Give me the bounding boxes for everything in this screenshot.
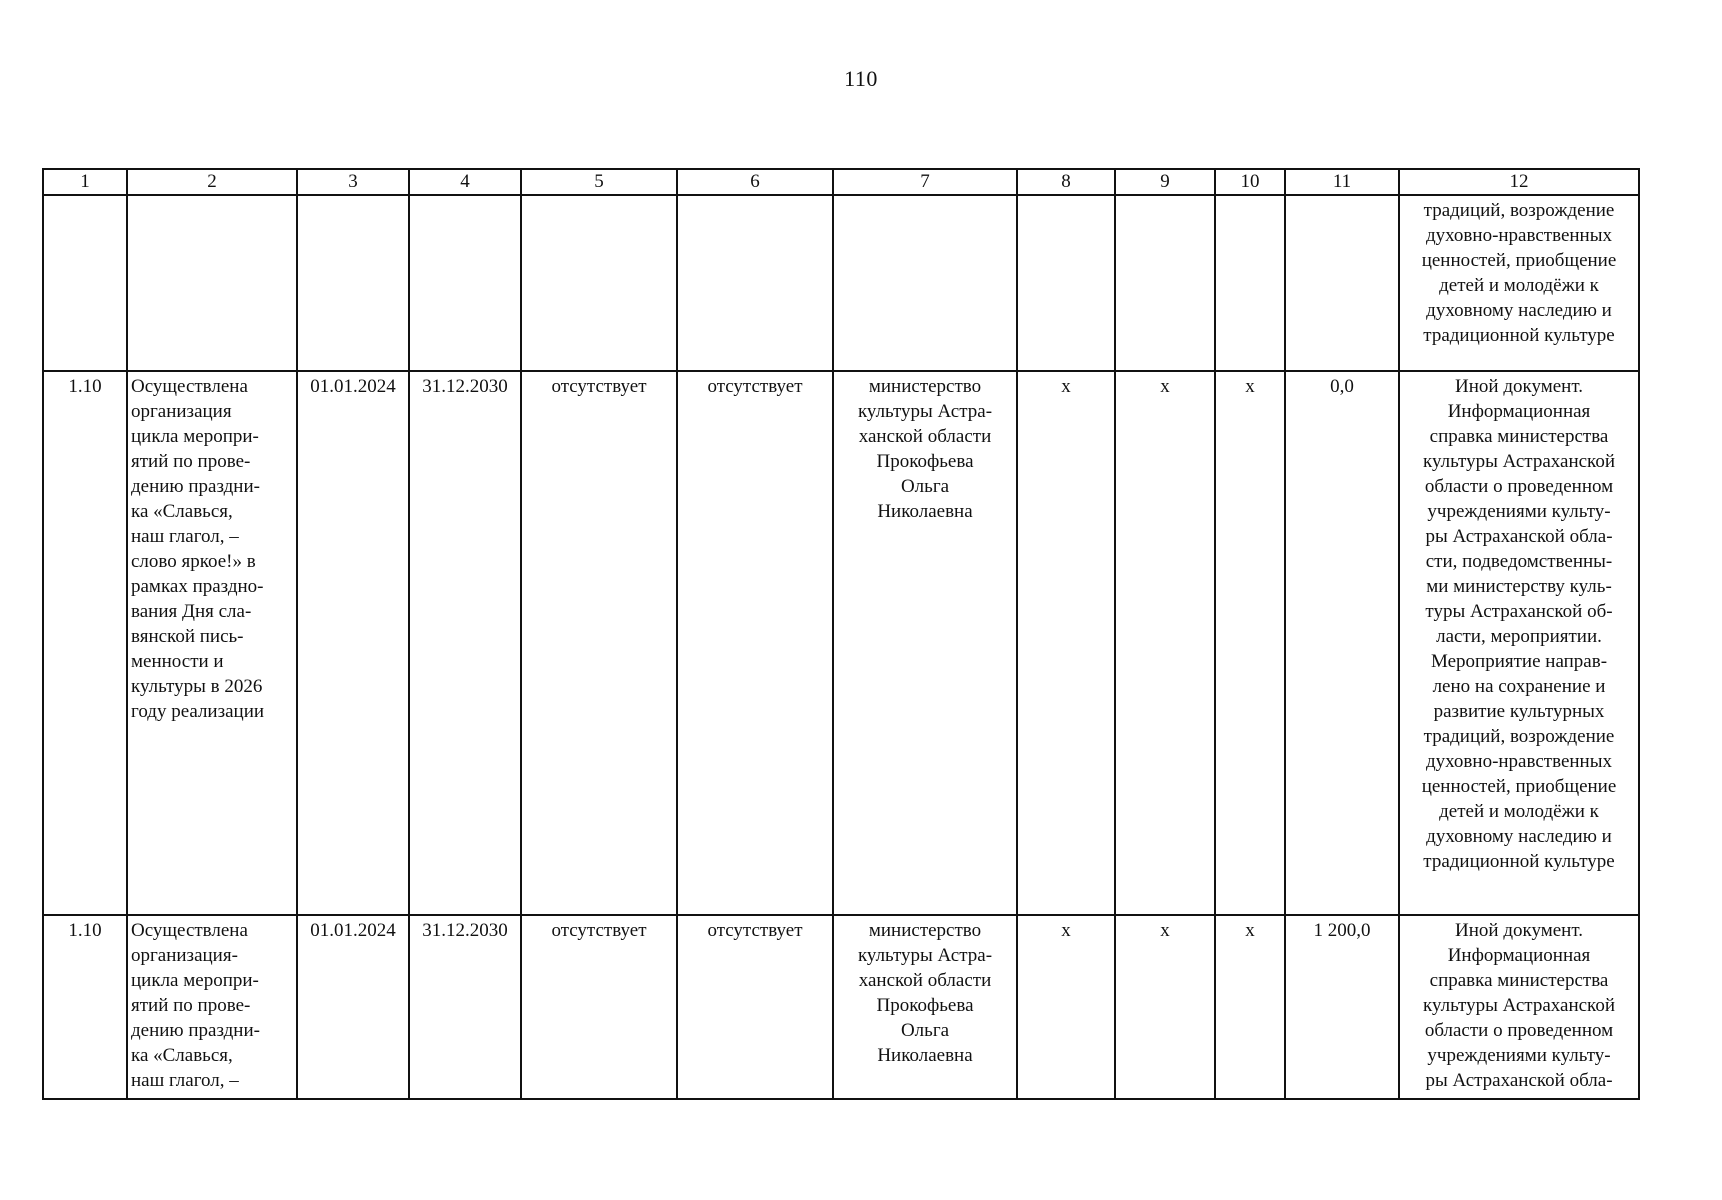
cell-col8: х <box>1017 371 1115 915</box>
header-col-5: 5 <box>521 169 677 195</box>
cell-document: Иной документ. Информационная справка министерства культуры Астраханской области о проведенном учреждениями культу- ры Астраханской обла- <box>1399 915 1639 1099</box>
cell-col9: х <box>1115 915 1215 1099</box>
header-col-1: 1 <box>43 169 127 195</box>
cell-number: 1.10 <box>43 915 127 1099</box>
cell-col6: отсутствует <box>677 371 833 915</box>
cell-empty <box>1215 195 1285 371</box>
cell-event-name: Осуществлена организация цикла меропри- ятий по прове- дению праздни- ка «Славься, наш глагол, – слово яркое!» в рамках праздно- вания Дня сла- вянской пись- менности и культуры в 2026 году реализации <box>127 371 297 915</box>
table-row <box>43 371 1639 915</box>
cell-end-date: 31.12.2030 <box>409 915 521 1099</box>
cell-empty <box>43 195 127 371</box>
header-col-2: 2 <box>127 169 297 195</box>
header-col-12: 12 <box>1399 169 1639 195</box>
continuation-row <box>43 195 1639 371</box>
cell-empty <box>127 195 297 371</box>
cell-start-date: 01.01.2024 <box>297 915 409 1099</box>
cell-empty <box>297 195 409 371</box>
cell-col5: отсутствует <box>521 371 677 915</box>
header-col-8: 8 <box>1017 169 1115 195</box>
cell-empty <box>1115 195 1215 371</box>
cell-col5: отсутствует <box>521 915 677 1099</box>
header-row <box>43 169 1639 195</box>
cell-empty <box>521 195 677 371</box>
cell-empty <box>409 195 521 371</box>
cell-document-continued: традиций, возрождение духовно-нравственных ценностей, приобщение детей и молодёжи к духовному наследию и традиционной культуре <box>1399 195 1639 371</box>
cell-start-date: 01.01.2024 <box>297 371 409 915</box>
cell-col6: отсутствует <box>677 915 833 1099</box>
header-col-7: 7 <box>833 169 1017 195</box>
cell-empty <box>1285 195 1399 371</box>
header-col-6: 6 <box>677 169 833 195</box>
cell-event-name: Осуществлена организация- цикла меропри- ятий по прове- дению праздни- ка «Славься, наш глагол, – <box>127 915 297 1099</box>
cell-col9: х <box>1115 371 1215 915</box>
cell-empty <box>1017 195 1115 371</box>
cell-amount: 1 200,0 <box>1285 915 1399 1099</box>
events-table <box>42 168 1640 1100</box>
header-col-4: 4 <box>409 169 521 195</box>
cell-responsible: министерство культуры Астра- ханской области Прокофьева Ольга Николаевна <box>833 371 1017 915</box>
cell-empty <box>833 195 1017 371</box>
page-number: 110 <box>844 66 878 91</box>
cell-amount: 0,0 <box>1285 371 1399 915</box>
cell-responsible: министерство культуры Астра- ханской области Прокофьева Ольга Николаевна <box>833 915 1017 1099</box>
cell-empty <box>677 195 833 371</box>
cell-col8: х <box>1017 915 1115 1099</box>
header-col-9: 9 <box>1115 169 1215 195</box>
cell-number: 1.10 <box>43 371 127 915</box>
table-row <box>43 915 1639 1099</box>
header-col-11: 11 <box>1285 169 1399 195</box>
header-col-3: 3 <box>297 169 409 195</box>
cell-col10: х <box>1215 371 1285 915</box>
cell-end-date: 31.12.2030 <box>409 371 521 915</box>
header-col-10: 10 <box>1215 169 1285 195</box>
cell-col10: х <box>1215 915 1285 1099</box>
cell-document: Иной документ. Информационная справка министерства культуры Астраханской области о проведенном учреждениями культу- ры Астраханской обла- сти, подведомственны- ми министерству куль- туры Астраханской об- ласти, мероприятии. Мероприятие направ- лено на сохранение и развитие культурных традиций, возрождение духовно-нравственных ценностей, приобщение детей и молодёжи к духовному наследию и традиционной культуре <box>1399 371 1639 915</box>
